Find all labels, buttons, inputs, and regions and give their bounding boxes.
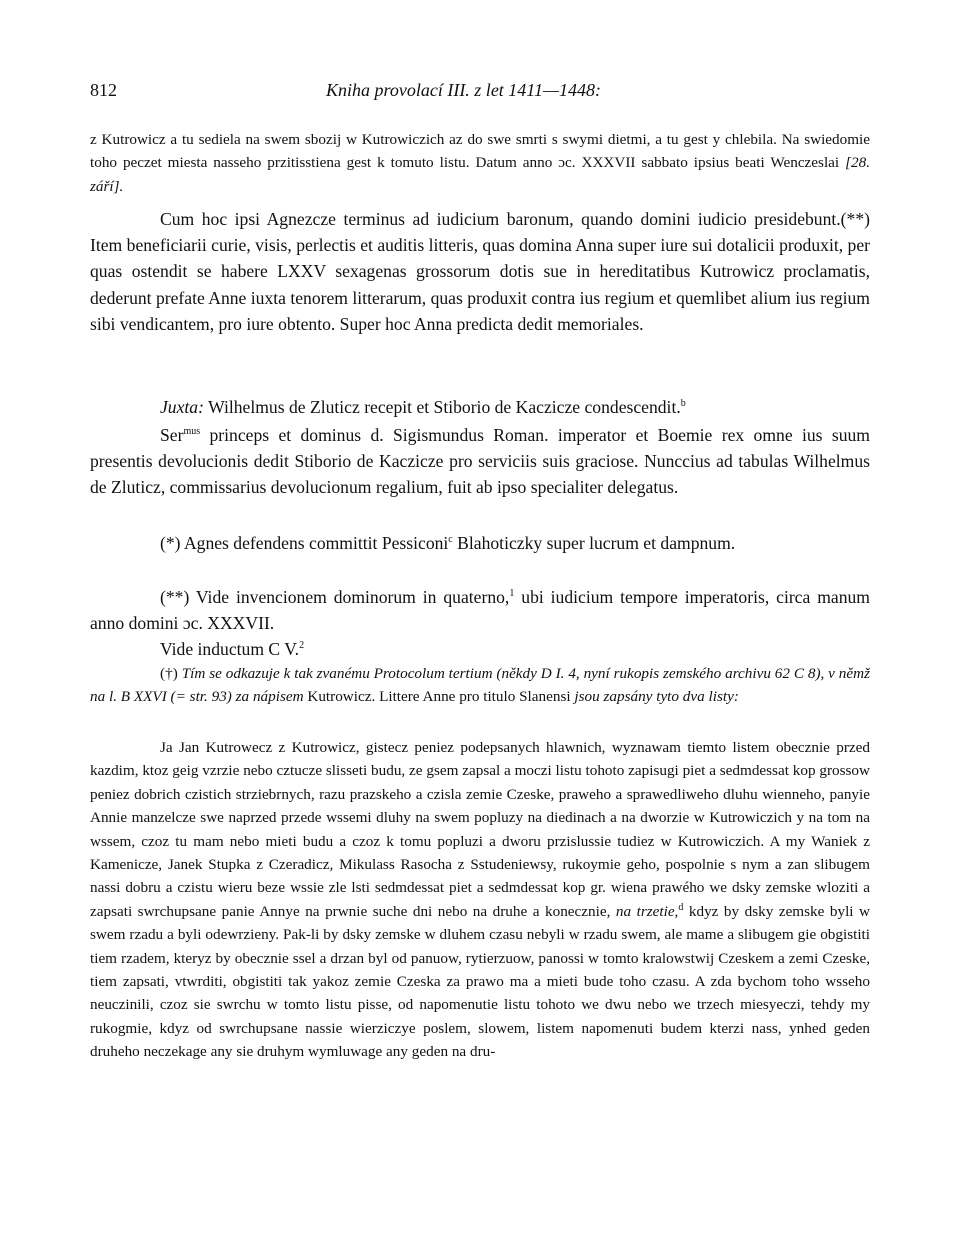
editorial-italic-1: Tím se odkazuje k tak zvanému Protocolum tertium (někdy D I. 4, nyní rukopis zemského archivu 62 C 8), v němž na l. B XXVI (= str. 93) za nápisem xyxy=(90,665,870,706)
footnote-mark: b xyxy=(680,398,686,410)
charter-text-part-2: kdyz by dsky zemske byli w swem rzadu a byli odewrzieny. Pak-li by dsky zemske w dluhem czasu nebyli w rzadu swem, ale mame a slibugem gie obgistiti tiem rzadem, kteryz by obecznie ssel a drzan byl od panuow, rytierzuow, panossi w tomto kralowstwij Czeskem a zemi Czeske, tiem zapsati, vtwrditi, obgistiti tak yakoz zemie Czeska za prawo ma a mieti bude toho czasu. A zda bychom toho wsseho neuczinili, czoz sie swrchu w tomto listu pisse, od napomenutie listu tohoto we dwu nebo we trzech miesyeczi, tehdy my rukogmie, kdyz od swrchupsane nassie wierziczye poslem, slowem, listem napomenuti budem kterzi nass, ynhed geden druheho neczekage any sie druhym wymluwage any geden na dru- xyxy=(90,902,870,1061)
paragraph-text: z Kutrowicz a tu sediela na swem sbozij w Kutrowiczich az do swe smrti s swymi dietmi, a tu gest y chlebila. Na swiedomie toho peczet miesta nasseho przitisstiena gest k tomuto listu. Datum anno ɔc. XXXVII sabbato ipsius beati Wenczeslai xyxy=(90,131,870,172)
vide-text: Vide inductum C V. xyxy=(160,639,300,659)
note-single-star xyxy=(90,530,870,556)
paragraph-sermus xyxy=(90,422,870,501)
running-title: Kniha provolací III. z let 1411—1448: xyxy=(326,80,601,100)
charter-italic: na trzetie, xyxy=(615,902,679,920)
paragraph-continuation xyxy=(90,128,870,198)
sermus-sup: mus xyxy=(183,426,201,438)
footnote-mark: 1 xyxy=(509,588,515,600)
editorial-italic-2: jsou zapsány tyto dva listy: xyxy=(574,688,739,706)
paragraph-text: Cum hoc ipsi Agnezcze terminus ad iudicium baronum, quando domini iudicio presidebunt.(**) Item beneficiarii curie, visis, perlectis et auditis litteris, quas domina Anna super iure sui dotalicii produxit, per quas ostendit se habere LXXV sexagenas grossorum dotis sue in hereditatibus Kutrowicz proclamatis, dederunt prefate Anne iuxta tenorem litterarum, quas produxit contra ius regium et quemlibet alium ius regium sibi vendicantem, pro iure obtento. Super hoc Anna predicta dedit memoriales. xyxy=(90,209,870,334)
date-annotation: [28. září]. xyxy=(90,154,870,195)
note-text-after: ubi iudicium tempore imperatoris, circa manum anno domini ɔc. XXXVII. xyxy=(90,587,870,634)
note-text-after: Blahoticzky super lucrum et dampnum. xyxy=(457,533,736,553)
note-vide xyxy=(90,636,870,662)
page-number: 812 xyxy=(90,80,117,100)
editorial-plain: Kutrowicz. Littere Anne pro titulo Slanensi xyxy=(307,688,571,706)
page-header xyxy=(90,80,870,104)
sermus-prefix: Ser xyxy=(160,425,184,445)
dagger-mark: (†) xyxy=(160,665,178,682)
juxta-label: Juxta: xyxy=(160,397,204,417)
charter-text xyxy=(90,736,870,1064)
charter-text-part-1: Ja Jan Kutrowecz z Kutrowicz, gistecz peniez podepsanych hlawnich, wyznawam tiemto listem obecznie przed kazdim, ktoz geig vzrzie nebo cztucze slisseti budu, ze gsem zapsal a moczi listu tohoto zapisugi piet a sedmdessat kop grossow peniez dobrich czistich strziebrnych, razu prazskeho a czisla zemie Czeske, praweho a sprawedliweho dluhu wienneho, panyie Annie manzelcze swe naprzed przede wssemi dluhy na swem popluzy na diedinach a na dworzie w Kutrowiczich y na tom na wssem, czoz tu mam nebo mieti budu a czoz k tomu popluzi a dworu przislussie tudiez w Kutrowiczich. A my Waniek z Kamenicze, Janek Stupka z Czeradicz, Mikulass Rasocha z Sstudeniewsy, rukoymie geho, pospolnie s nym a zan slibugem nassi dobru a czistu wieru beze wssie zle lsti sedmdessat piet a sedmdessat kop gr. wiena prawého we dsky zemske wloziti a zapsati swrchupsane panie Annye na prwnie suche dni nebo na druhe a konecznie, xyxy=(90,739,870,920)
footnote-mark: c xyxy=(448,534,453,546)
editorial-note xyxy=(90,662,870,709)
footnote-mark: 2 xyxy=(299,640,305,652)
sermus-text: princeps et dominus d. Sigismundus Roman. imperator et Boemie rex omne ius suum presentis devolucionis dedit Stiborio de Kaczicze pro serviciis suis graciose. Nunccius ad tabulas Wilhelmus de Zluticz, commissarius devolucionum regalium, fuit ab ipso specialiter delegatus. xyxy=(90,425,870,498)
juxta-text: Wilhelmus de Zluticz recepit et Stiborio de Kaczicze condescendit. xyxy=(208,397,681,417)
paragraph-juxta xyxy=(90,394,870,420)
note-double-star xyxy=(90,584,870,636)
note-text-before: (**) Vide invencionem dominorum in quaterno, xyxy=(160,587,510,607)
footnote-mark: d xyxy=(678,901,684,913)
note-text-before: (*) Agnes defendens committit Pessiconi xyxy=(160,533,449,553)
paragraph-terminus xyxy=(90,206,870,337)
